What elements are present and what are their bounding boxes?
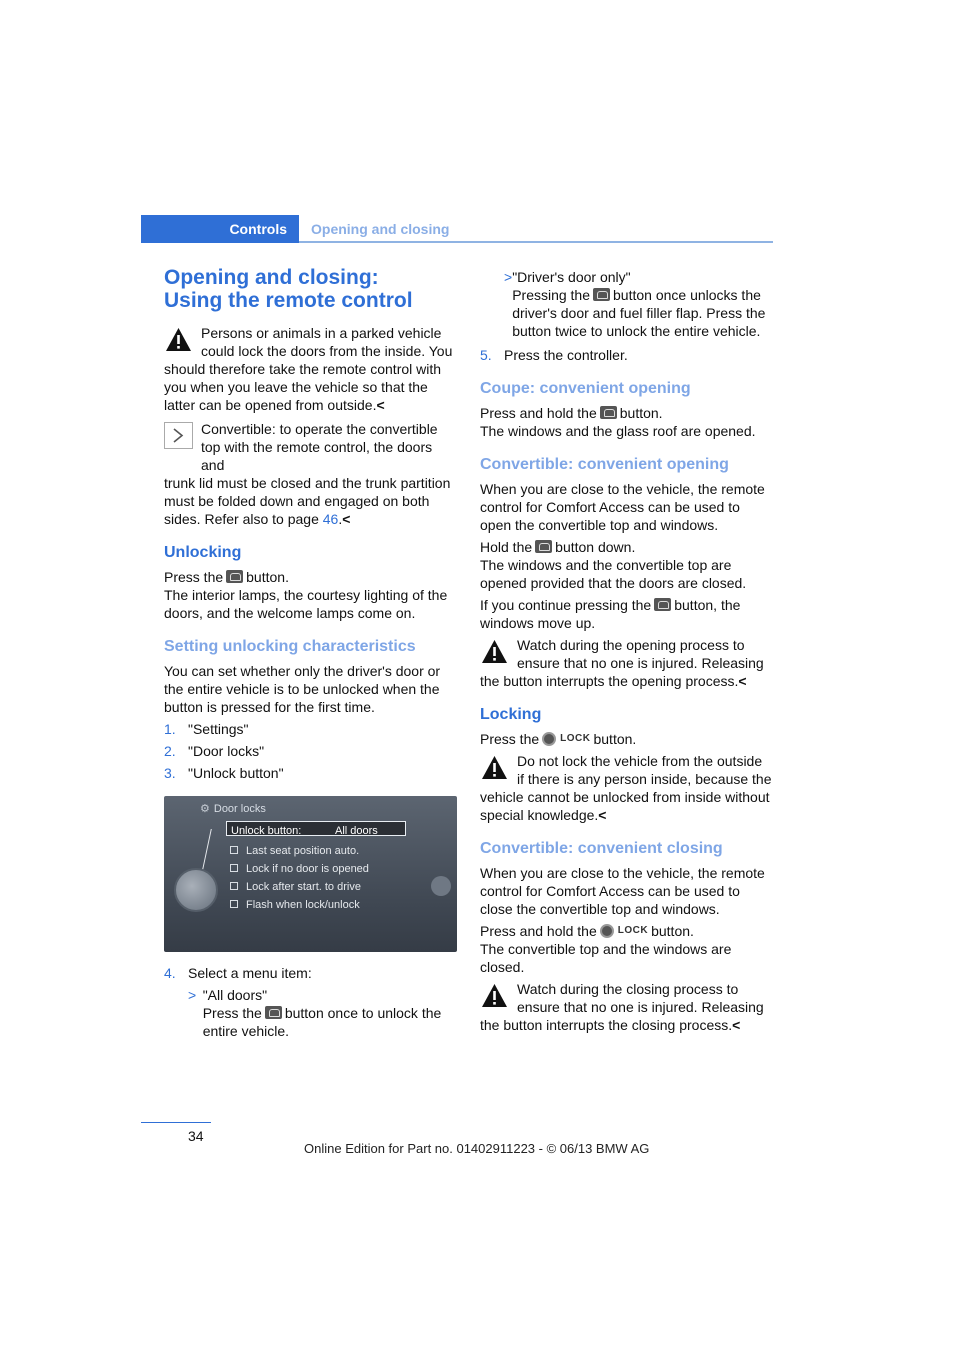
screen-selected-row: Unlock button: All doors	[226, 821, 406, 836]
warning-text-cont: the button interrupts the closing process.	[480, 1017, 733, 1033]
step-item: 1. "Settings"	[164, 721, 249, 737]
screen-option-row: Lock if no door is opened	[230, 860, 369, 878]
screen-option-row: Lock after start. to drive	[230, 878, 361, 896]
locking-heading: Locking	[480, 706, 542, 723]
unlock-button-icon	[600, 406, 617, 419]
right-column	[480, 268, 773, 1038]
page-title	[164, 266, 457, 312]
warning-note	[164, 324, 457, 414]
warning-text: Watch during the opening process to ensure that no one is injured. Releasing	[517, 637, 764, 671]
locking-text: Press the LOCK button.	[480, 731, 637, 747]
lock-button-icon: LOCK	[542, 730, 590, 748]
checkbox-icon	[230, 864, 238, 872]
coupe-text: Press and hold the button. The windows and the glass roof are opened.	[480, 405, 756, 439]
checkbox-icon	[230, 900, 238, 908]
page-number: 34	[188, 1128, 204, 1144]
header-chapter-tab: Controls	[141, 215, 299, 243]
conv-open-text: If you continue pressing the button, the windows move up.	[480, 597, 741, 631]
warning-triangle-icon	[480, 638, 509, 665]
screen-option-row: Flash when lock/unlock	[230, 896, 360, 914]
title-line-1: Opening and closing:	[164, 266, 379, 289]
screen-menu-title: ⚙ Door locks	[200, 800, 266, 818]
page-header	[141, 215, 773, 243]
footer-rule	[141, 1122, 211, 1123]
unlock-button-icon	[654, 598, 671, 611]
warning-triangle-icon	[480, 982, 509, 1009]
step-item: 3. "Unlock button"	[164, 765, 284, 781]
warning-triangle-icon	[480, 754, 509, 781]
warning-text: Do not lock the vehicle from the outside if there is any person inside, because the	[517, 753, 772, 787]
setting-heading: Setting unlocking characteristics	[164, 638, 416, 655]
unlock-button-icon	[535, 540, 552, 553]
bullet-arrow-icon: >	[188, 987, 197, 1003]
bullet-arrow-icon: >	[504, 269, 513, 285]
unlock-button-icon	[593, 288, 610, 301]
note-arrow-icon	[164, 422, 193, 449]
setting-text: You can set whether only the driver's door or the entire vehicle is to be unlocked when the button is pressed for the first time.	[164, 663, 441, 715]
convertible-opening-heading: Convertible: convenient opening	[480, 456, 729, 473]
warning-text-cont: should therefore take the remote control with you when you leave the vehicle so that the latter can be opened from outside.	[164, 361, 442, 413]
warning-text-cont: the button interrupts the opening process.	[480, 673, 739, 689]
conv-close-text: When you are close to the vehicle, the remote control for Comfort Access can be used to close the convertible top and windows.	[480, 865, 765, 917]
right-knob	[431, 876, 451, 896]
controller-knob	[174, 868, 218, 912]
warning-text-cont: vehicle cannot be unlocked from inside without special knowledge.	[480, 789, 770, 823]
warning-note	[480, 636, 773, 690]
step-item: 4. Select a menu item:	[164, 965, 312, 981]
end-mark: <	[598, 807, 607, 823]
left-column	[164, 262, 457, 1044]
screen-option-row: Last seat position auto.	[230, 842, 359, 860]
warning-triangle-icon	[164, 326, 193, 353]
unlocking-text: Press the button. The interior lamps, the courtesy lighting of the doors, and the welcome lamps come on.	[164, 569, 448, 621]
convertible-closing-heading: Convertible: convenient closing	[480, 840, 723, 857]
warning-text: Watch during the closing process to ensure that no one is injured. Releasing	[517, 981, 764, 1015]
edition-footer: Online Edition for Part no. 01402911223 - © 06/13 BMW AG	[304, 1141, 650, 1156]
note-text: Convertible: to operate the convertible top with the remote control, the doors and	[201, 421, 438, 473]
conv-open-text: When you are close to the vehicle, the remote control for Comfort Access can be used to open the convertible top and windows.	[480, 481, 765, 533]
page-reference-link[interactable]: 46	[322, 511, 339, 527]
warning-note	[480, 980, 773, 1034]
convertible-note: Convertible: to operate the convertible top with the remote control, the doors and trunk lid must be closed and the trunk partition must be folded down and engaged on both sides. Refer also to page 46.<	[164, 420, 457, 528]
conv-open-text: Hold the button down. The windows and the convertible top are opened provided that the doors are closed.	[480, 539, 747, 591]
end-mark: <	[342, 511, 351, 527]
coupe-heading: Coupe: convenient opening	[480, 380, 691, 397]
end-mark: <	[376, 397, 385, 413]
sub-item-drivers-door: > "Driver's door only" Pressing the button once unlocks the driver's door and fuel filler flap. Press the button twice to unlock the entire vehicle.	[504, 269, 766, 339]
idrive-screen-image	[164, 796, 457, 952]
unlock-button-icon	[265, 1006, 282, 1019]
checkbox-icon	[230, 846, 238, 854]
warning-note	[480, 752, 773, 824]
warning-text: Persons or animals in a parked vehicle could lock the doors from the inside. You	[201, 325, 453, 359]
note-text-cont: trunk lid must be closed and the trunk partition must be folded down and engaged on both sides. Refer also to page	[164, 475, 451, 527]
lock-button-icon: LOCK	[600, 922, 648, 940]
end-mark: <	[738, 673, 747, 689]
step-item: 2. "Door locks"	[164, 743, 265, 759]
sub-item-all-doors: > "All doors" Press the button once to unlock the entire vehicle.	[188, 987, 442, 1039]
step-item: 5. Press the controller.	[480, 347, 628, 363]
unlock-button-icon	[226, 570, 243, 583]
checkbox-icon	[230, 882, 238, 890]
title-line-2: Using the remote control	[164, 289, 413, 312]
end-mark: <	[732, 1017, 741, 1033]
conv-close-text: Press and hold the LOCK button. The convertible top and the windows are closed.	[480, 923, 732, 975]
unlocking-heading: Unlocking	[164, 544, 242, 561]
header-section-title: Opening and closing	[311, 221, 450, 237]
